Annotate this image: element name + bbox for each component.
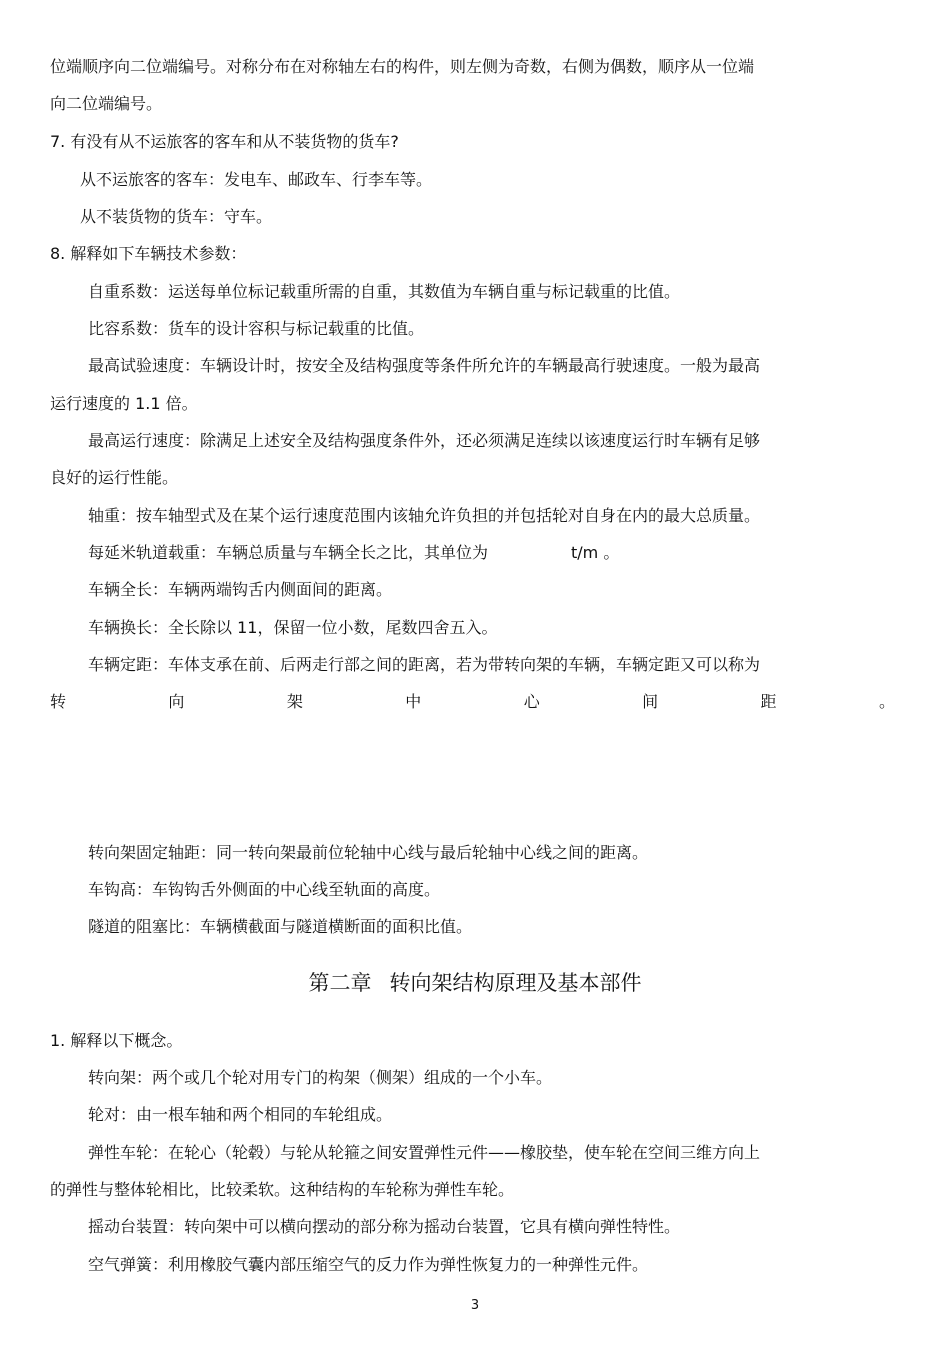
chapter-heading — [0, 969, 950, 997]
char: 心 — [523, 692, 540, 711]
answer-line: 从不装货物的货车：守车。 — [80, 207, 273, 226]
char: 向 — [168, 692, 185, 711]
definition-line: 弹性车轮：在轮心（轮毂）与轮从轮箍之间安置弹性元件——橡胶垫，使车轮在空间三维方向上 — [88, 1143, 761, 1162]
definition-line: 车钩高：车钩钩舌外侧面的中心线至轨面的高度。 — [88, 880, 441, 899]
question-heading: 1. 解释以下概念。 — [50, 1031, 183, 1050]
definition-line: 空气弹簧：利用橡胶气囊内部压缩空气的反力作为弹性恢复力的一种弹性元件。 — [88, 1255, 649, 1274]
chapter-number: 第二章 — [308, 971, 372, 995]
definition-line: 轴重：按车轴型式及在某个运行速度范围内该轴允许负担的并包括轮对自身在内的最大总质量。 — [88, 506, 761, 525]
char: 中 — [405, 692, 422, 711]
paragraph-line: 位端顺序向二位端编号。对称分布在对称轴左右的构件，则左侧为奇数，右侧为偶数，顺序从一位端 — [50, 57, 755, 76]
definition-line: 转向架固定轴距：同一转向架最前位轮轴中心线与最后轮轴中心线之间的距离。 — [88, 843, 649, 862]
definition-line: 车辆定距：车体支承在前、后两走行部之间的距离，若为带转向架的车辆，车辆定距又可以称为 — [88, 655, 761, 674]
definition-line: 比容系数：货车的设计容积与标记载重的比值。 — [88, 319, 425, 338]
definition-line: 车辆全长：车辆两端钩舌内侧面间的距离。 — [88, 580, 393, 599]
definition-line: 每延米轨道载重：车辆总质量与车辆全长之比，其单位为 — [88, 543, 489, 562]
definition-line: 摇动台装置：转向架中可以横向摆动的部分称为摇动台装置，它具有横向弹性特性。 — [88, 1217, 681, 1236]
question-heading: 8. 解释如下车辆技术参数： — [50, 244, 247, 263]
definition-line: 最高试验速度：车辆设计时，按安全及结构强度等条件所允许的车辆最高行驶速度。一般为最高 — [88, 356, 761, 375]
definition-line: 最高运行速度：除满足上述安全及结构强度条件外，还必须满足连续以该速度运行时车辆有足够 — [88, 431, 761, 450]
unit-text: t/m 。 — [571, 543, 620, 562]
char: 距 — [760, 692, 777, 711]
char: 间 — [642, 692, 659, 711]
definition-line: 运行速度的 1.1 倍。 — [50, 394, 198, 413]
paragraph-line: 向二位端编号。 — [50, 94, 163, 113]
definition-line: 转向架：两个或几个轮对用专门的构架（侧架）组成的一个小车。 — [88, 1068, 553, 1087]
definition-line: 轮对：由一根车轴和两个相同的车轮组成。 — [88, 1105, 393, 1124]
chapter-title: 转向架结构原理及基本部件 — [389, 971, 642, 995]
answer-line: 从不运旅客的客车：发电车、邮政车、行李车等。 — [80, 170, 433, 189]
char: 。 — [878, 692, 895, 711]
justified-line — [50, 692, 895, 712]
definition-line: 车辆换长：全长除以 11，保留一位小数，尾数四舍五入。 — [88, 618, 498, 637]
page-number: 3 — [470, 1298, 480, 1313]
question-heading: 7. 有没有从不运旅客的客车和从不装货物的货车? — [50, 132, 399, 151]
definition-line: 自重系数：运送每单位标记载重所需的自重，其数值为车辆自重与标记载重的比值。 — [88, 282, 681, 301]
char: 架 — [286, 692, 303, 711]
definition-line: 良好的运行性能。 — [50, 468, 179, 487]
definition-line: 隧道的阻塞比：车辆横截面与隧道横断面的面积比值。 — [88, 917, 473, 936]
definition-line: 的弹性与整体轮相比，比较柔软。这种结构的车轮称为弹性车轮。 — [50, 1180, 515, 1199]
char: 转 — [50, 692, 67, 711]
